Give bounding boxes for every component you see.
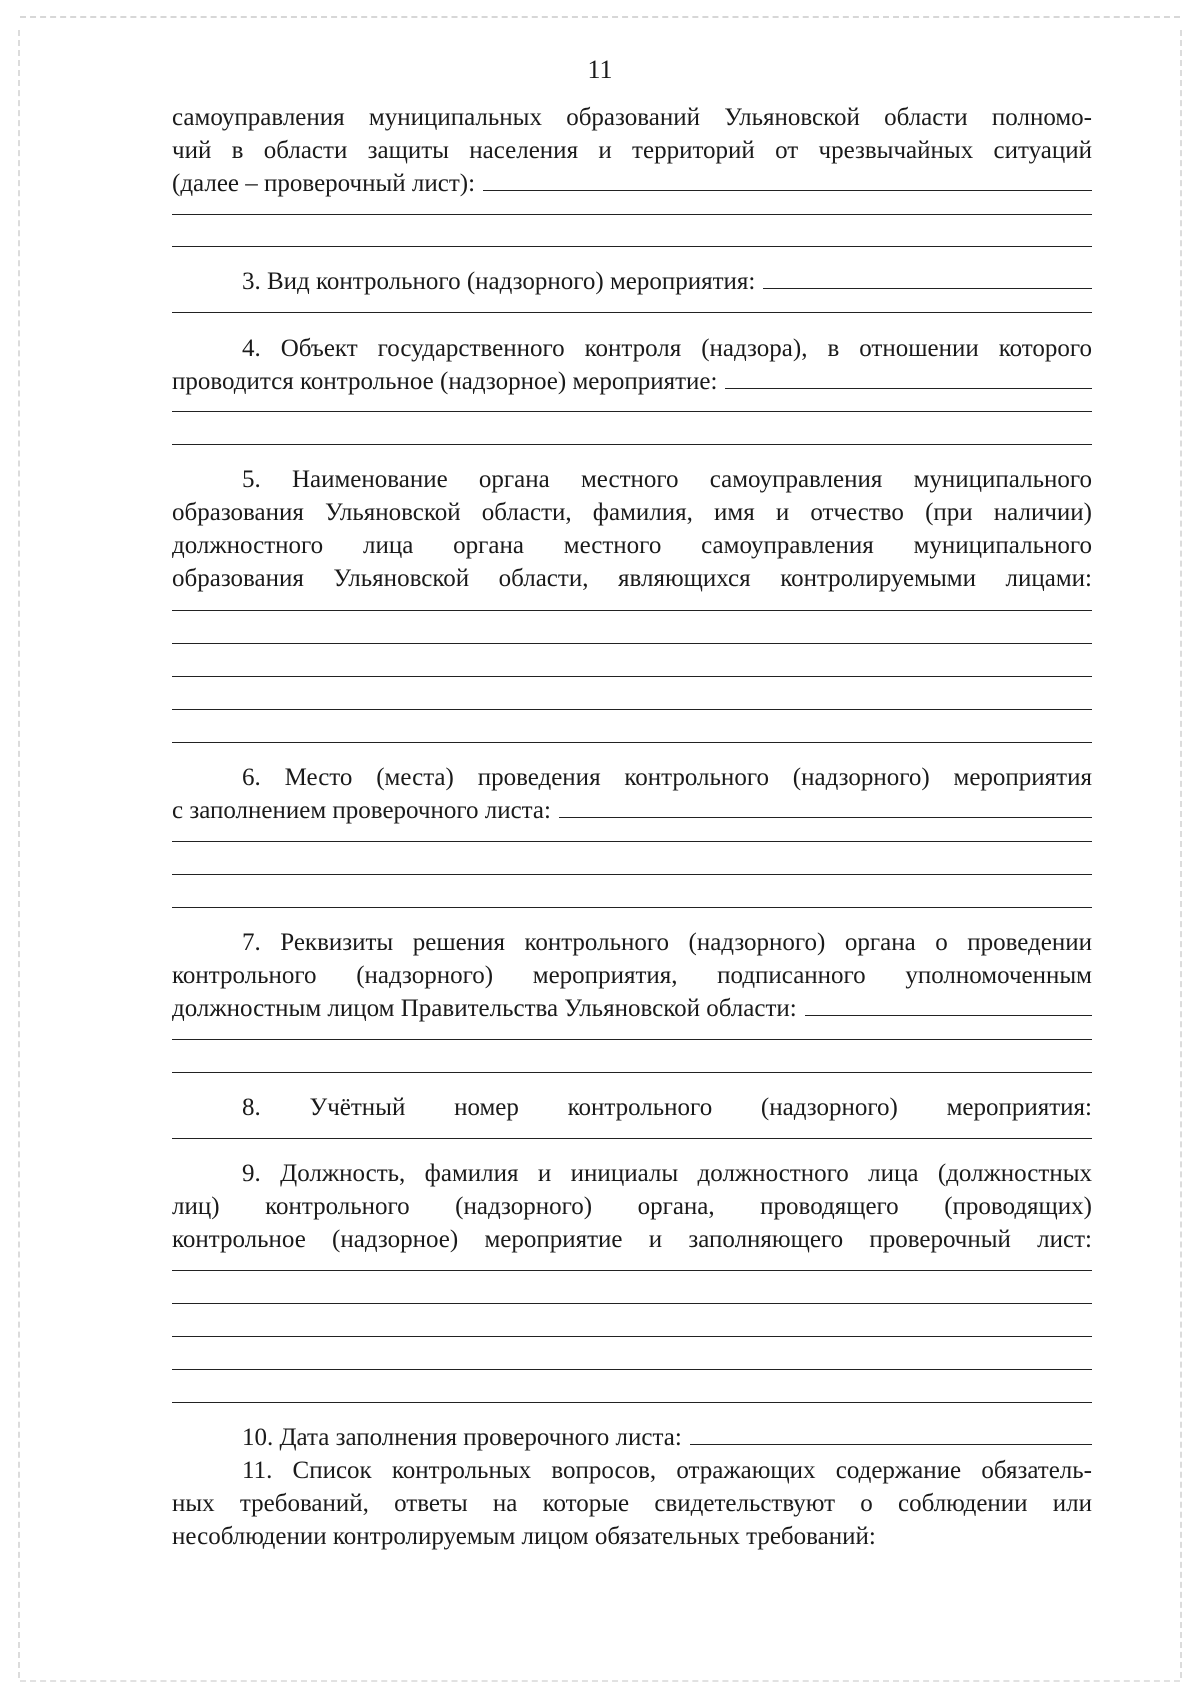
blank-line [172, 610, 1092, 611]
text-line: 5. Наименование органа местного самоуправления муниципального [242, 466, 1092, 493]
blank-line [690, 1422, 1092, 1445]
blank-line [172, 1138, 1092, 1139]
blank-line [172, 1303, 1092, 1304]
blank-line [805, 993, 1092, 1016]
blank-line [763, 266, 1092, 289]
text-line: 8. Учётный номер контрольного (надзорного) мероприятия: [242, 1094, 1092, 1121]
blank-line [172, 676, 1092, 677]
blank-line [172, 1039, 1092, 1040]
text-line: 11. Список контрольных вопросов, отражающих содержание обязатель- [242, 1457, 1092, 1484]
form-field-line [172, 168, 1092, 200]
blank-line [172, 246, 1092, 247]
blank-line [172, 841, 1092, 842]
blank-line [725, 366, 1092, 389]
blank-line [172, 411, 1092, 412]
scan-border-left [18, 30, 20, 1678]
scan-border-right [1180, 30, 1182, 1678]
text-line: лиц) контрольного (надзорного) органа, проводящего (проводящих) [172, 1193, 1092, 1220]
form-field-line [172, 795, 1092, 827]
blank-line [172, 643, 1092, 644]
form-field-line [172, 993, 1092, 1025]
blank-line [172, 709, 1092, 710]
text-line: несоблюдении контролируемым лицом обязательных требований: [172, 1523, 876, 1550]
blank-line [172, 1270, 1092, 1271]
text-line: с заполнением проверочного листа: [172, 797, 551, 824]
text-line: образования Ульяновской области, фамилия, имя и отчество (при наличии) [172, 499, 1092, 526]
text-line: должностным лицом Правительства Ульяновской области: [172, 995, 797, 1022]
blank-line [172, 907, 1092, 908]
scan-border-bottom [20, 1680, 1180, 1682]
page-number: 11 [587, 55, 613, 84]
text-line: 10. Дата заполнения проверочного листа: [242, 1424, 682, 1451]
scan-border-top [20, 16, 1180, 18]
blank-line [172, 1402, 1092, 1403]
text-line: (далее – проверочный лист): [172, 170, 476, 197]
blank-line [172, 312, 1092, 313]
blank-line [172, 214, 1092, 215]
text-line: 7. Реквизиты решения контрольного (надзорного) органа о проведении [242, 929, 1092, 956]
text-line: контрольного (надзорного) мероприятия, подписанного уполномоченным [172, 962, 1092, 989]
text-line: ных требований, ответы на которые свидетельствуют о соблюдении или [172, 1490, 1092, 1517]
blank-line [172, 874, 1092, 875]
form-field-line [172, 366, 1092, 398]
blank-line [559, 795, 1092, 818]
text-line: чий в области защиты населения и территорий от чрезвычайных ситуаций [172, 137, 1092, 164]
text-line: контрольное (надзорное) мероприятие и заполняющего проверочный лист: [172, 1226, 1092, 1253]
text-line: 6. Место (места) проведения контрольного (надзорного) мероприятия [242, 764, 1092, 791]
text-line: 4. Объект государственного контроля (надзора), в отношении которого [242, 335, 1092, 362]
blank-line [172, 1336, 1092, 1337]
blank-line [172, 1072, 1092, 1073]
text-line: проводится контрольное (надзорное) мероприятие: [172, 368, 718, 395]
text-line: образования Ульяновской области, являющихся контролируемыми лицами: [172, 565, 1092, 592]
text-line: 9. Должность, фамилия и инициалы должностного лица (должностных [242, 1160, 1092, 1187]
blank-line [172, 444, 1092, 445]
text-line: должностного лица органа местного самоуправления муниципального [172, 532, 1092, 559]
blank-line [172, 1369, 1092, 1370]
blank-line [483, 168, 1092, 191]
text-line: 3. Вид контрольного (надзорного) мероприятия: [242, 268, 756, 295]
text-line: самоуправления муниципальных образований Ульяновской области полномо- [172, 104, 1092, 131]
form-field-line [172, 1422, 1092, 1454]
form-field-line [172, 266, 1092, 298]
blank-line [172, 742, 1092, 743]
